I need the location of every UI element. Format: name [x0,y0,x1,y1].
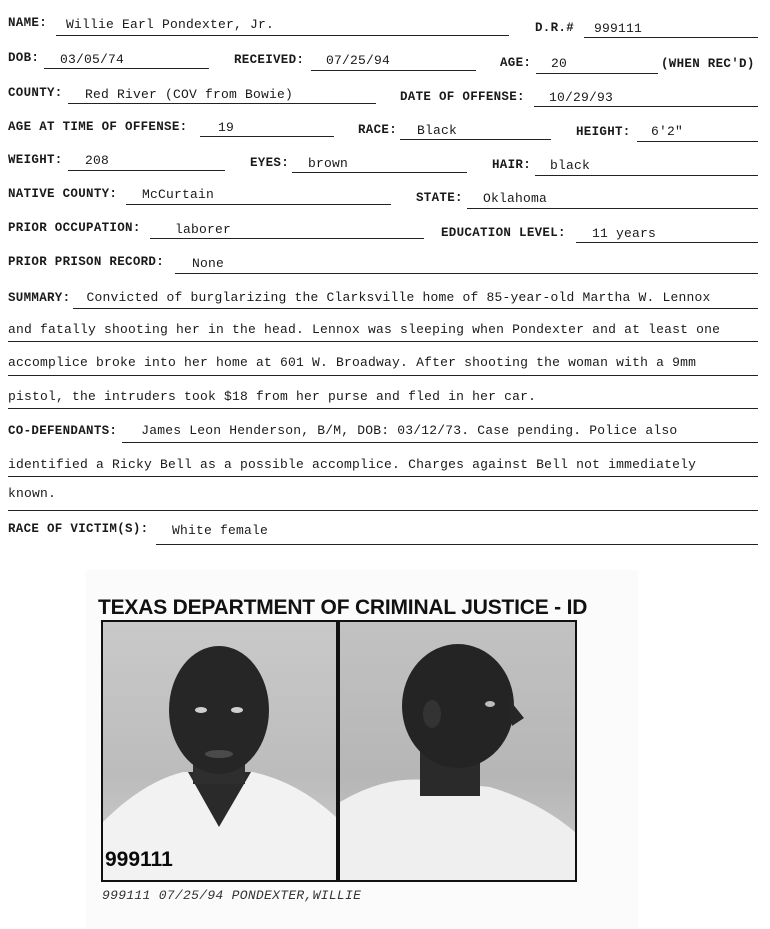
county-value: Red River (COV from Bowie) [85,87,294,102]
name-underline [56,35,509,36]
state-underline [467,208,758,209]
name-label: NAME: [8,16,48,30]
summary-line-1 [8,290,760,305]
summary-line-4: pistol, the intruders took $18 from her purse and fled in her car. [8,389,537,404]
state-value: Oklahoma [483,191,548,206]
mugshot-front-photo [103,622,336,880]
summary-underline-3 [8,375,758,376]
weight-value: 208 [85,153,110,168]
eyes-label: EYES: [250,156,290,170]
occupation-label: PRIOR OCCUPATION: [8,221,141,235]
codefendants-underline-3 [8,510,758,511]
age-label: AGE: [500,56,532,70]
prior-record-underline [175,273,758,274]
native-county-label: NATIVE COUNTY: [8,187,118,201]
education-value: 11 years [592,226,657,241]
dob-value: 03/05/74 [60,52,125,67]
summary-underline-2 [8,341,758,342]
codefendants-underline-2 [8,476,758,477]
county-label: COUNTY: [8,86,63,100]
eyes-value: brown [308,156,349,171]
weight-underline [68,170,225,171]
mugshot-frame [101,620,577,882]
height-underline [637,141,758,142]
mugshot-id-number: 999111 [105,848,173,871]
victim-value: White female [172,523,269,538]
date-offense-label: DATE OF OFFENSE: [400,90,525,104]
weight-label: WEIGHT: [8,153,63,167]
native-county-value: McCurtain [142,187,215,202]
occupation-value: laborer [175,222,232,237]
drn-value: 999111 [594,21,643,36]
received-value: 07/25/94 [326,53,391,68]
native-county-underline [126,204,391,205]
mugshot-profile-photo [340,622,575,880]
codefendants-text-1: James Leon Henderson, B/M, DOB: 03/12/73. Case pending. Police also [141,423,678,438]
front-portrait-graphic [103,622,336,880]
summary-text-1: Convicted of burglarizing the Clarksville home of 85-year-old Martha W. Lennox [86,290,711,305]
education-underline [576,242,758,243]
id-card [86,570,638,929]
occupation-underline [150,238,424,239]
prior-record-label: PRIOR PRISON RECORD: [8,255,165,269]
summary-line-2: and fatally shooting her in the head. Lennox was sleeping when Pondexter and at least one [8,322,721,337]
name-value: Willie Earl Pondexter, Jr. [66,17,275,32]
race-label: RACE: [358,123,398,137]
received-underline [311,70,476,71]
age-underline [536,73,658,74]
codefendants-label: CO-DEFENDANTS: [8,424,118,438]
dob-underline [44,68,209,69]
age-offense-label: AGE AT TIME OF OFFENSE: [8,120,188,134]
summary-label: SUMMARY: [8,291,71,305]
codefendants-line-2: identified a Ricky Bell as a possible accomplice. Charges against Bell not immediately [8,457,697,472]
education-label: EDUCATION LEVEL: [441,226,566,240]
eyes-underline [292,172,467,173]
victim-underline [156,544,758,545]
codefendants-line-3: known. [8,486,57,501]
race-underline [400,139,551,140]
race-value: Black [417,123,458,138]
dob-label: DOB: [8,51,40,65]
date-offense-value: 10/29/93 [549,90,614,105]
drn-label: D.R.# [535,21,575,35]
id-card-title: TEXAS DEPARTMENT OF CRIMINAL JUSTICE - ID [98,596,588,619]
summary-underline-4 [8,408,758,409]
victim-label: RACE OF VICTIM(S): [8,522,149,536]
codefendants-underline-1 [122,442,758,443]
height-label: HEIGHT: [576,125,631,139]
date-offense-underline [534,106,758,107]
hair-value: black [550,158,591,173]
age-offense-underline [200,136,334,137]
state-label: STATE: [416,191,463,205]
height-value: 6'2" [651,124,684,139]
profile-portrait-graphic [340,622,575,880]
drn-underline [584,37,758,38]
county-underline [68,103,376,104]
received-label: RECEIVED: [234,53,305,67]
age-offense-value: 19 [218,120,235,135]
codefendants-line-1 [8,423,760,438]
prior-record-value: None [192,256,225,271]
summary-underline-1 [73,308,758,309]
hair-label: HAIR: [492,158,532,172]
id-card-caption: 999111 07/25/94 PONDEXTER,WILLIE [102,888,362,903]
when-recd-label: (WHEN REC'D) [661,57,755,71]
age-value: 20 [551,56,568,71]
summary-line-3: accomplice broke into her home at 601 W. Broadway. After shooting the woman with a 9mm [8,355,697,370]
hair-underline [535,175,758,176]
